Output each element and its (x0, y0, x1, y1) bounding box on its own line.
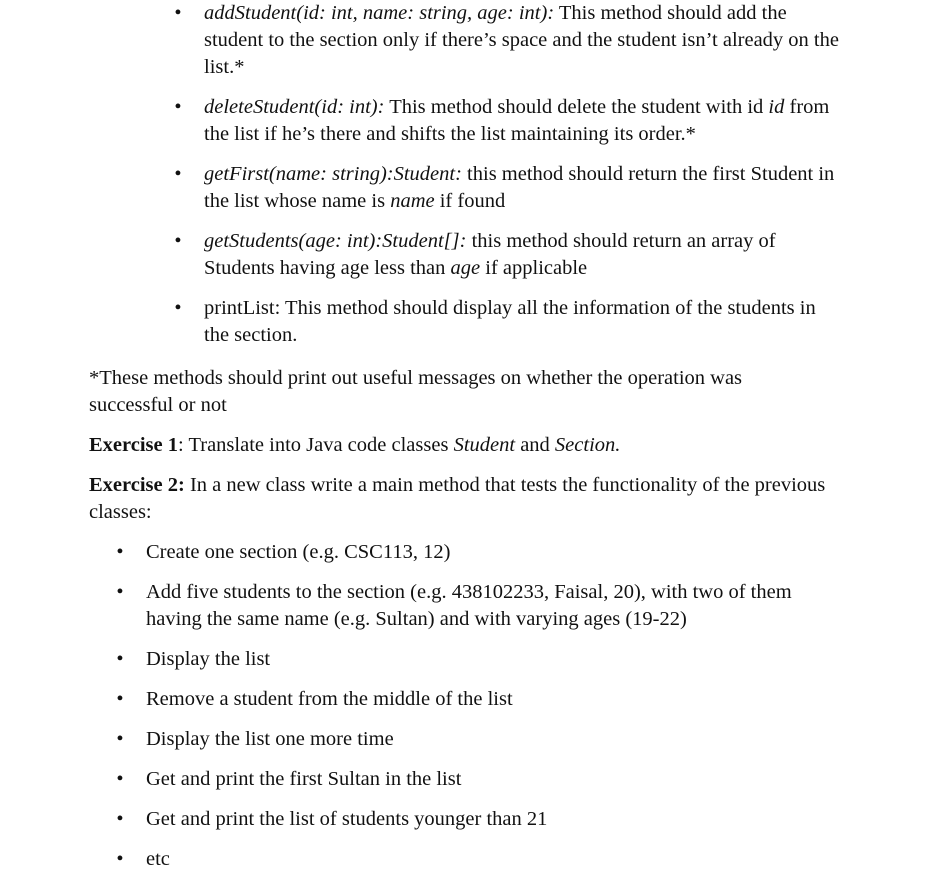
method-signature: deleteStudent(id: int): (204, 96, 385, 118)
method-list (172, 0, 842, 362)
exercise-2-text: In a new class write a main method that tests the functionality of the previous classes: (89, 474, 826, 523)
list-item (114, 726, 824, 753)
exercise-1 (89, 432, 829, 459)
bullet-icon: • (174, 163, 182, 185)
task-text: etc (146, 848, 170, 870)
exercise-2 (89, 472, 829, 526)
method-item-get-first (172, 161, 842, 215)
bullet-icon: • (116, 768, 124, 790)
bullet-icon: • (116, 648, 124, 670)
list-item (114, 646, 824, 673)
method-description-tail: if applicable (480, 257, 588, 279)
bullet-icon: • (174, 2, 182, 24)
bullet-icon: • (116, 848, 124, 870)
exercise-2-label: Exercise 2: (89, 474, 185, 496)
exercise-1-conjunction: and (515, 434, 555, 456)
method-signature: getFirst(name: string):Student: (204, 163, 462, 185)
bullet-icon: • (116, 728, 124, 750)
method-item-get-students (172, 228, 842, 282)
method-signature: getStudents(age: int):Student[]: (204, 230, 467, 252)
list-item (114, 846, 824, 873)
exercise-1-label: Exercise 1 (89, 434, 178, 456)
bullet-icon: • (174, 230, 182, 252)
list-item (114, 686, 824, 713)
bullet-icon: • (116, 581, 124, 603)
task-list (114, 539, 824, 886)
task-text: Add five students to the section (e.g. 438102233, Faisal, 20), with two of them having the same name (e.g. Sultan) and with varying ages (19-22) (146, 581, 792, 630)
method-description: this method should return an array of Students having age less than (204, 230, 776, 279)
bullet-icon: • (174, 96, 182, 118)
bullet-icon: • (174, 297, 182, 319)
list-item (114, 806, 824, 833)
method-description: printList: This method should display all the information of the students in the section. (204, 297, 816, 346)
method-description-tail: if found (434, 190, 506, 212)
task-text: Create one section (e.g. CSC113, 12) (146, 541, 451, 563)
bullet-icon: • (116, 808, 124, 830)
bullet-icon: • (116, 688, 124, 710)
method-item-print-list (172, 295, 842, 349)
task-text: Display the list (146, 648, 271, 670)
method-description: This method should delete the student with id (384, 96, 769, 118)
method-param-ref: id (768, 96, 785, 118)
exercise-1-class-section: Section. (554, 434, 621, 456)
task-text: Get and print the first Sultan in the list (146, 768, 462, 790)
list-item (114, 766, 824, 793)
method-signature: addStudent(id: int, name: string, age: int): (204, 2, 555, 24)
methods-footnote: *These methods should print out useful messages on whether the operation was successful or not (89, 367, 743, 416)
task-text: Get and print the list of students younger than 21 (146, 808, 548, 830)
bullet-icon: • (116, 541, 124, 563)
task-text: Display the list one more time (146, 728, 394, 750)
exercise-1-class-student: Student (453, 434, 516, 456)
method-description-tail: from the list if he’s there and shifts the list maintaining its order.* (204, 96, 830, 145)
method-description: This method should add the student to the section only if there’s space and the student isn’t already on the list.* (204, 2, 839, 78)
task-text: Remove a student from the middle of the list (146, 688, 513, 710)
method-item-delete-student (172, 94, 842, 148)
list-item (114, 539, 824, 566)
method-param-ref: name (390, 190, 435, 212)
list-item (114, 579, 824, 633)
method-item-add-student (172, 0, 842, 81)
exercise-1-text: : Translate into Java code classes (178, 434, 454, 456)
method-description: this method should return the first Student in the list whose name is (204, 163, 835, 212)
method-param-ref: age (450, 257, 481, 279)
